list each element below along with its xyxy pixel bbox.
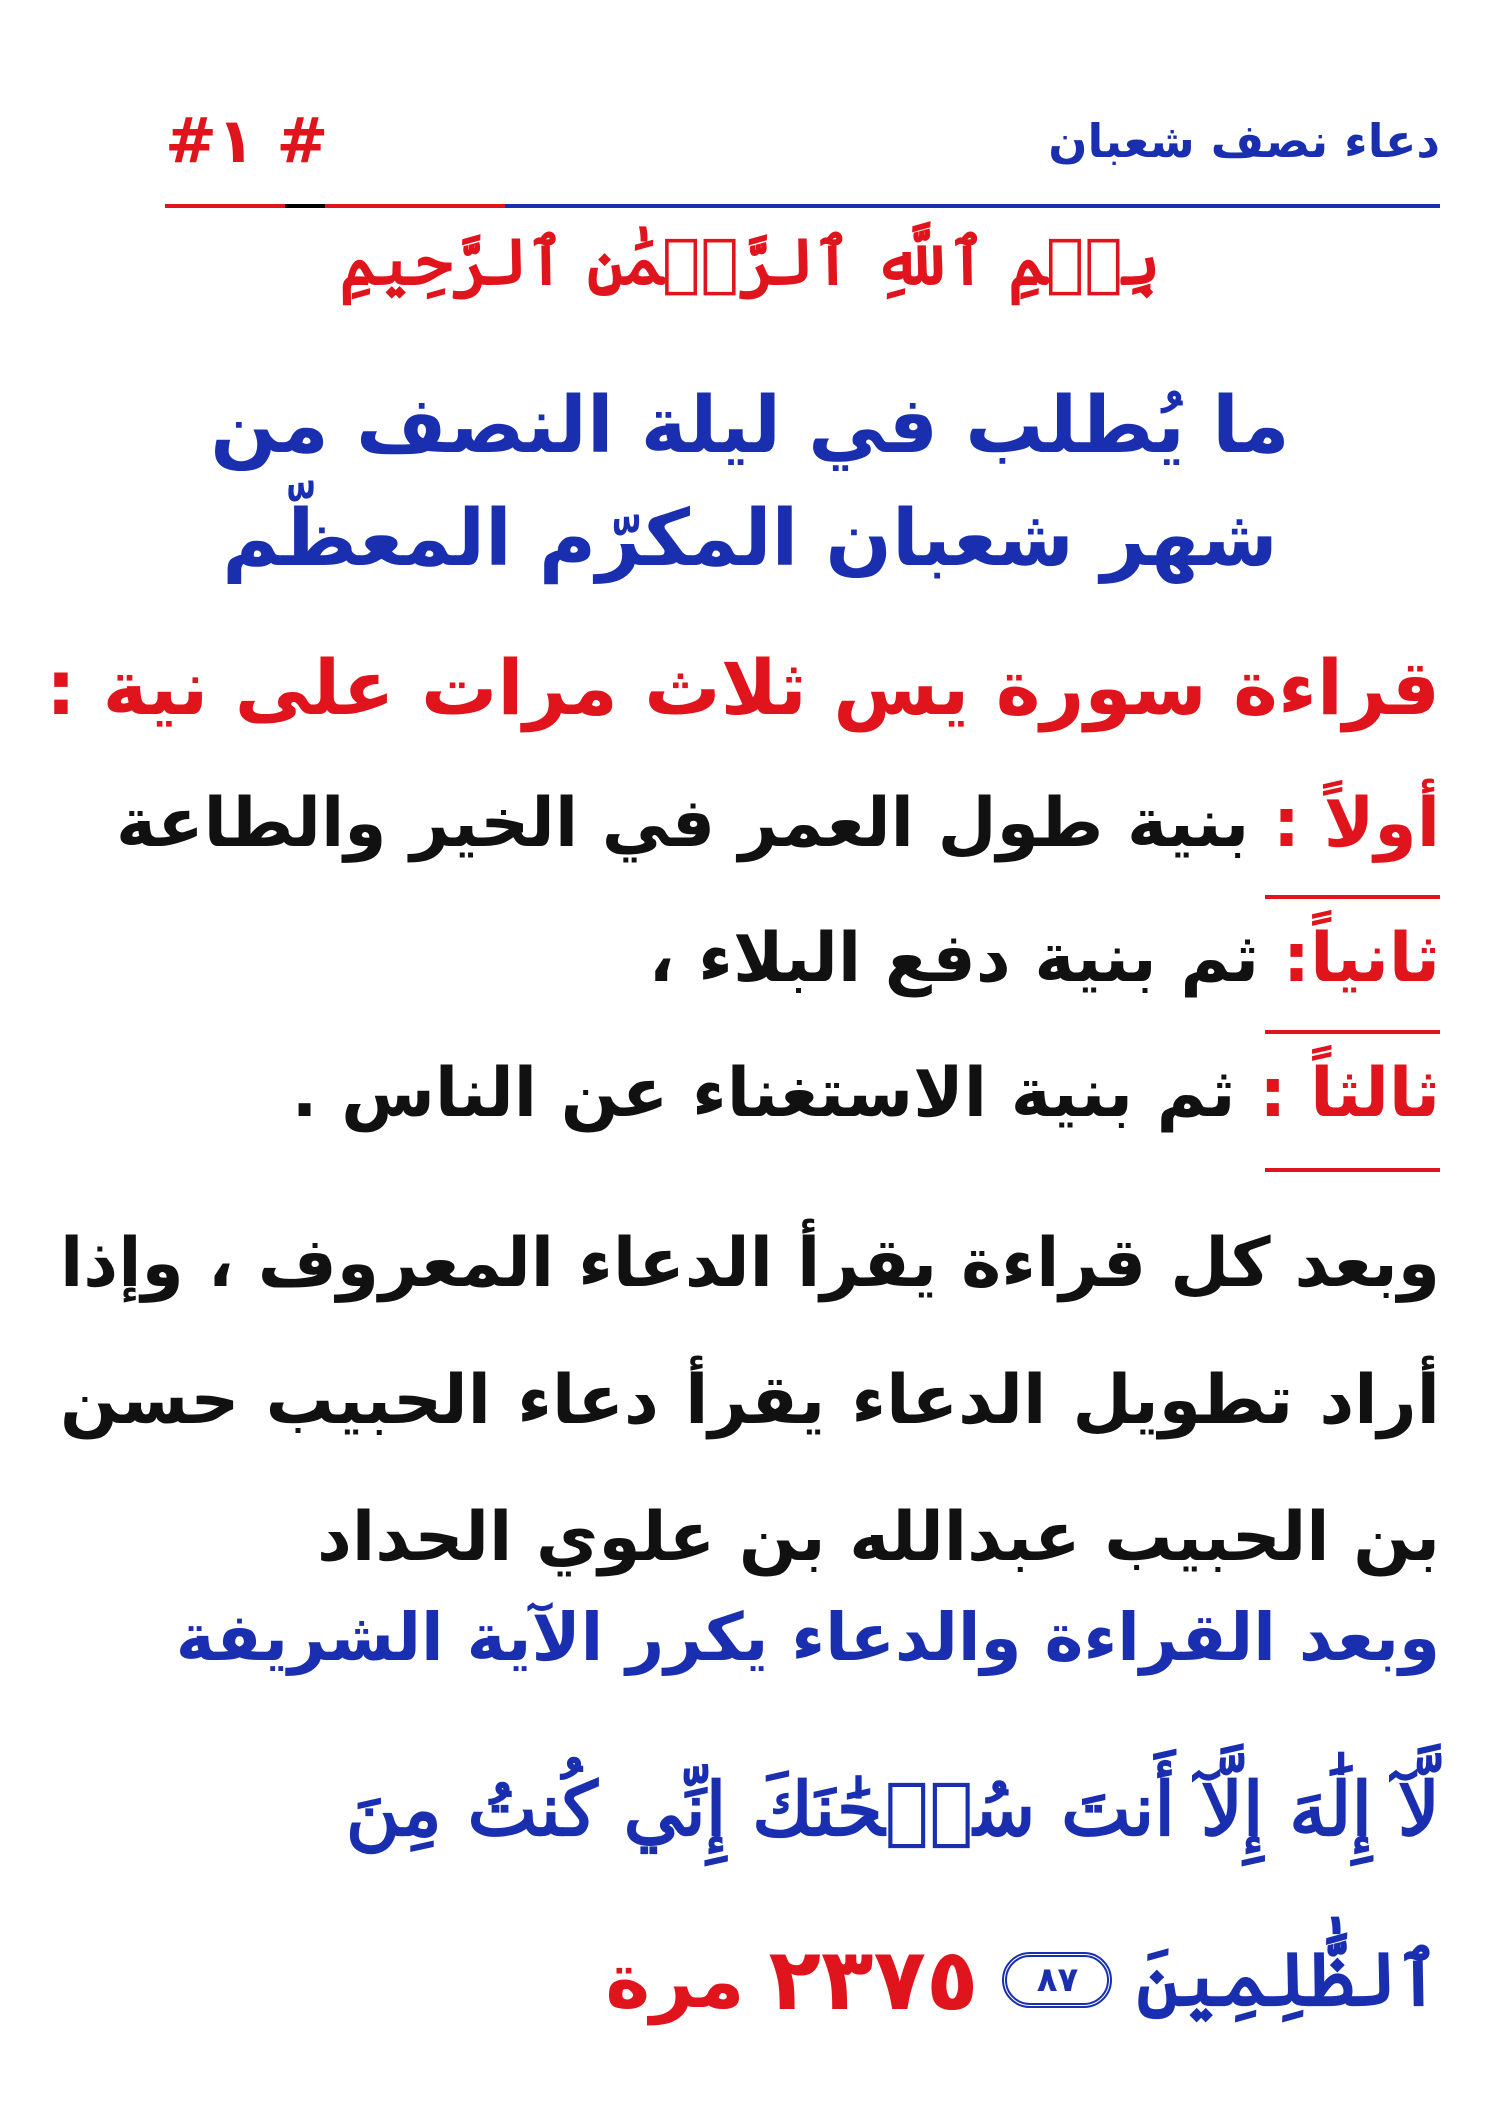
ayah-line-1: لَّآ إِلَٰهَ إِلَّآ أَنتَ سُبۡحَٰنَكَ إِنِّي كُنتُ مِنَ: [345, 1767, 1440, 1853]
intention-1: [115, 784, 1440, 863]
intention-3-label: ثالثاً :: [1259, 1054, 1440, 1133]
divider-red-segment: [165, 204, 285, 208]
intention-1-label: أولاً :: [1272, 784, 1440, 863]
intention-3-underline: [1265, 1168, 1440, 1172]
verse-number-marker: ٨٧: [1002, 1952, 1112, 2008]
divider-red-segment-2: [325, 204, 505, 208]
page-title: ما يُطلب في ليلة النصف من شهر شعبان المكرّم المعظّم: [210, 381, 1290, 585]
intention-3-text: ثم بنية الاستغناء عن الناس .: [291, 1054, 1236, 1133]
repeat-count: ٢٣٧٥: [768, 1930, 979, 2030]
header-divider: [165, 204, 1440, 208]
intention-3: [291, 1054, 1440, 1133]
intention-2-label: ثانياً:: [1282, 919, 1440, 998]
ayah-line-2: ٱلظَّٰلِمِينَ: [1136, 1937, 1440, 2023]
divider-black-segment: [285, 204, 325, 208]
intention-2-underline: [1265, 1030, 1440, 1034]
intro-line: قراءة سورة يس ثلاث مرات على نية :: [45, 643, 1440, 732]
intention-1-text: بنية طول العمر في الخير والطاعة: [115, 784, 1250, 863]
ayah-tail: [605, 1930, 1440, 2030]
basmala: بِسۡمِ ٱللَّهِ ٱلرَّحۡمَٰنِ ٱلرَّحِيمِ: [339, 225, 1161, 300]
header-title: دعاء نصف شعبان: [1048, 114, 1440, 168]
repeat-instruction: وبعد القراءة والدعاء يكرر الآية الشريفة: [175, 1599, 1440, 1676]
page-number: #١ #: [165, 104, 329, 177]
intention-2: [648, 919, 1440, 998]
repeat-count-unit: مرة: [605, 1935, 745, 2025]
instruction-paragraph: وبعد كل قراءة يقرأ الدعاء المعروف ، وإذا أراد تطويل الدعاء يقرأ دعاء الحبيب حسن بن الحبيب عبدالله بن علوي الحداد: [60, 1224, 1440, 1577]
intention-2-text: ثم بنية دفع البلاء ،: [648, 919, 1260, 998]
intention-1-underline: [1265, 895, 1440, 899]
